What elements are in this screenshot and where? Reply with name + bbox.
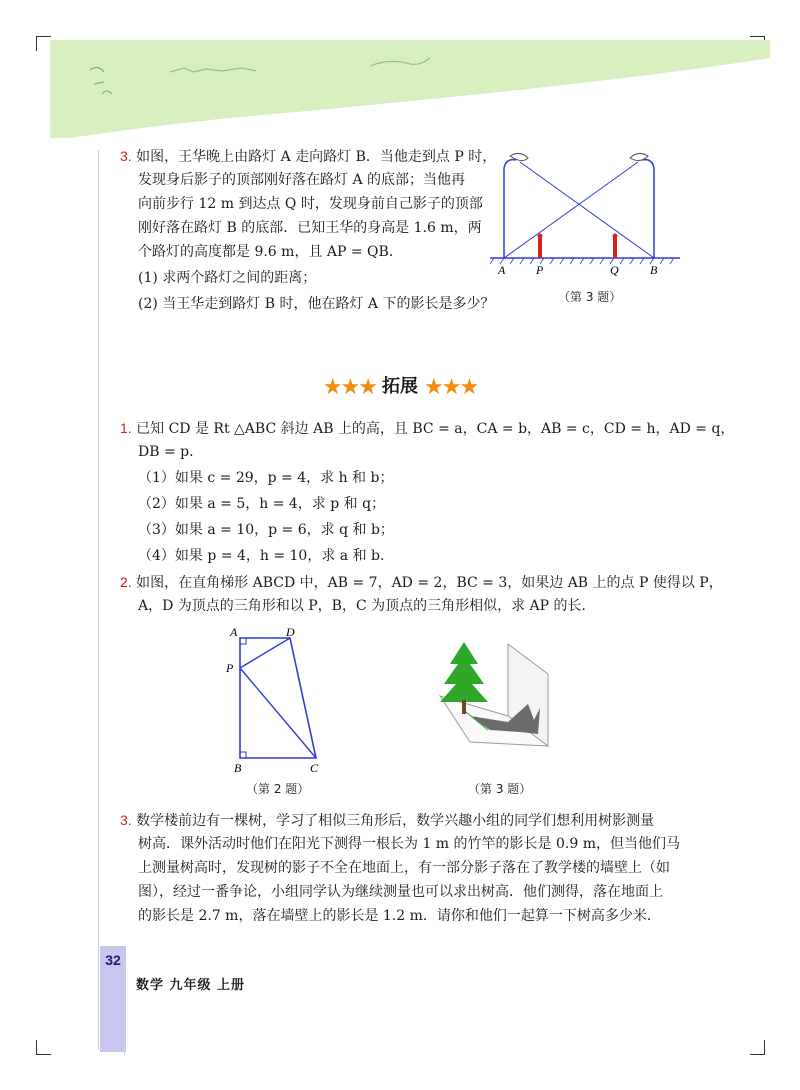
tree-trunk xyxy=(462,700,466,714)
streetlamp-figure xyxy=(490,140,690,290)
page-number: 32 xyxy=(105,952,121,968)
lamp-arm-a xyxy=(504,160,516,168)
crop-mark-bottom-right xyxy=(750,1040,765,1055)
problem-top-sub-2: (2) 当王华走到路灯 B 时，他在路灯 A 下的影长是多少？ xyxy=(138,296,495,312)
trap-label-d: D xyxy=(286,625,295,639)
lamp-arm-b xyxy=(642,160,654,168)
label-b: B xyxy=(650,263,658,277)
person-head-p xyxy=(538,234,543,239)
light-ray-b xyxy=(504,162,638,258)
segment-pd xyxy=(240,638,290,668)
person-head-q xyxy=(613,234,618,239)
ext3-line-2: 树高．课外活动时他们在阳光下测得一根长为 1 m 的竹竿的影长是 0.9 m，但当他们马 xyxy=(138,836,680,852)
ext1-line-2: DB = p. xyxy=(138,444,194,460)
person-at-q xyxy=(613,238,617,258)
ext2-line-2: A，D 为顶点的三角形和以 P，B，C 为顶点的三角形相似，求 AP 的长． xyxy=(138,598,596,614)
crop-mark-bottom-left xyxy=(36,1040,51,1055)
label-a: A xyxy=(498,263,506,277)
trap-label-p: P xyxy=(226,661,234,675)
figure-caption-2: （第 2 题） xyxy=(246,782,310,796)
section-title: 拓展 xyxy=(382,376,418,397)
figure-caption-top: （第 3 题） xyxy=(558,290,622,304)
trap-label-a: A xyxy=(230,625,238,639)
problem-top-line-2: 发现身后影子的顶部刚好落在路灯 A 的底部；当他再 xyxy=(138,172,466,188)
ext2-line-1: 2. 如图，在直角梯形 ABCD 中，AB = 7，AD = 2，BC = 3，如果边 AB 上的点 P 使得以 P， xyxy=(120,574,723,591)
ext1-line-1: 1. 已知 CD 是 Rt △ABC 斜边 AB 上的高，且 BC = a，CA = b，AB = c，CD = h，AD = q， xyxy=(120,420,735,437)
book-title: 数学 九年级 上册 xyxy=(136,978,246,993)
stars-right: ★★★ xyxy=(424,375,478,400)
label-p: P xyxy=(536,263,544,277)
footer-rule xyxy=(124,960,125,1055)
problem-top-sub-1: (1) 求两个路灯之间的距离； xyxy=(138,270,317,286)
tree-shadow-figure xyxy=(430,634,560,754)
problem-top-line-5: 个路灯的高度都是 9.6 m，且 AP = QB． xyxy=(138,244,403,260)
right-angle-a xyxy=(240,638,246,644)
header-band xyxy=(30,0,770,140)
ext3-line-4: 图），经过一番争论，小组同学认为继续测量也可以求出树高．他们测得，落在地面上 xyxy=(138,884,663,900)
ext1-sub-3: （3）如果 a = 10，p = 6，求 q 和 b； xyxy=(138,522,394,538)
margin-rule xyxy=(98,150,99,1050)
problem-top-line-3: 向前步行 12 m 到达点 Q 时，发现身前自己影子的顶部 xyxy=(138,196,483,212)
person-at-p xyxy=(538,238,542,258)
trapezoid-outline xyxy=(240,638,316,758)
ext3-number: 3. xyxy=(120,812,132,828)
ext1-sub-2: （2）如果 a = 5，h = 4，求 p 和 q； xyxy=(138,496,386,512)
ext2-number: 2. xyxy=(120,574,132,590)
ext1-sub-4: （4）如果 p = 4，h = 10，求 a 和 b. xyxy=(138,548,385,564)
section-header xyxy=(0,372,800,400)
problem-top-number: 3. xyxy=(120,148,132,164)
right-angle-b xyxy=(240,752,246,758)
problem-top-line-4: 刚好落在路灯 B 的底部．已知王华的身高是 1.6 m，两 xyxy=(138,220,482,236)
segment-pc xyxy=(240,668,316,758)
stars-left: ★★★ xyxy=(322,375,376,400)
ground-hatch xyxy=(490,258,674,264)
figure-caption-3: （第 3 题） xyxy=(468,782,532,796)
ext3-line-3: 上测量树高时，发现树的影子不全在地面上，有一部分影子落在了教学楼的墙壁上（如 xyxy=(138,860,670,876)
label-q: Q xyxy=(610,263,619,277)
trap-label-c: C xyxy=(310,761,319,775)
problem-top-line-1: 3. 如图，王华晚上由路灯 A 走向路灯 B．当他走到点 P 时， xyxy=(120,148,497,165)
ext3-line-1: 3. 数学楼前边有一棵树，学习了相似三角形后，数学兴趣小组的同学们想利用树影测量 xyxy=(120,812,655,829)
trap-label-b: B xyxy=(234,761,242,775)
tree-crown xyxy=(440,642,488,702)
ext1-number: 1. xyxy=(120,420,132,436)
ext3-line-5: 的影长是 2.7 m，落在墙壁上的影长是 1.2 m．请你和他们一起算一下树高多少米． xyxy=(138,908,661,924)
trapezoid-figure xyxy=(226,626,336,776)
ext1-sub-1: （1）如果 c = 29，p = 4，求 h 和 b； xyxy=(138,470,394,486)
